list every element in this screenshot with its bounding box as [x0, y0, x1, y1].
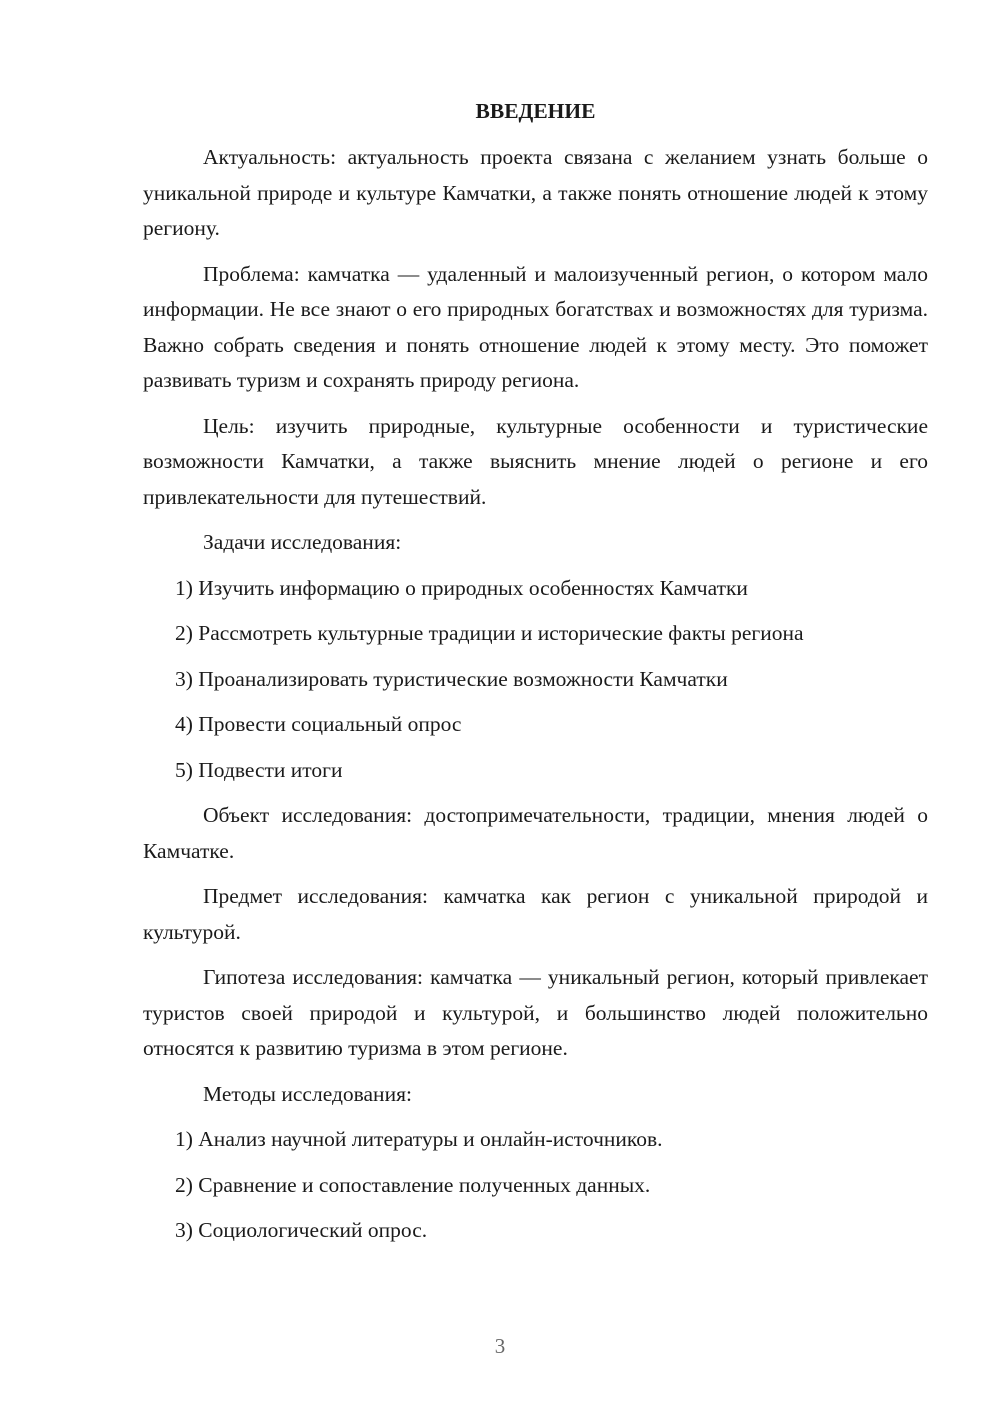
- method-item: 2) Сравнение и сопоставление полученных данных.: [175, 1172, 651, 1197]
- tasks-heading: Задачи исследования:: [203, 530, 402, 554]
- document-page: [143, 96, 928, 1259]
- task-item: 1) Изучить информацию о природных особенностях Камчатки: [175, 575, 748, 600]
- section-title: ВВЕДЕНИЕ: [475, 99, 596, 123]
- methods-heading: Методы исследования:: [203, 1081, 412, 1106]
- object-paragraph: Объект исследования: достопримечательности, традиции, мнения людей о Камчатке.: [143, 803, 928, 863]
- task-item: 3) Проанализировать туристические возможности Камчатки: [175, 666, 728, 691]
- goal-paragraph: Цель: изучить природные, культурные особенности и туристические возможности Камчатки, а также выяснить мнение людей о регионе и его привлекательности для путешествий.: [143, 413, 928, 509]
- method-item: 3) Социологический опрос.: [175, 1218, 428, 1242]
- page-number: 3: [494, 1334, 506, 1358]
- task-item: 2) Рассмотреть культурные традиции и исторические факты региона: [175, 621, 804, 645]
- relevance-paragraph: Актуальность: актуальность проекта связана с желанием узнать больше о уникальной природе и культуре Камчатки, а также понять отношение людей к этому региону.: [143, 145, 928, 240]
- tasks-list: [143, 571, 928, 789]
- method-item: 1) Анализ научной литературы и онлайн-источников.: [175, 1127, 663, 1151]
- methods-list: [143, 1122, 928, 1249]
- problem-paragraph: Проблема: камчатка — удаленный и малоизученный регион, о котором мало информации. Не все знают о его природных богатствах и возможностях для туризма. Важно собрать сведения и понять отношение людей к этому месту. Это поможет развивать туризм и сохранять природу региона.: [143, 261, 928, 392]
- hypothesis-paragraph: Гипотеза исследования: камчатка — уникальный регион, который привлекает туристов своей природой и культурой, и большинство людей положительно относятся к развитию туризма в этом регионе.: [143, 965, 928, 1060]
- task-item: 5) Подвести итоги: [175, 757, 343, 782]
- subject-paragraph: Предмет исследования: камчатка как регион с уникальной природой и культурой.: [143, 884, 928, 944]
- task-item: 4) Провести социальный опрос: [175, 712, 462, 736]
